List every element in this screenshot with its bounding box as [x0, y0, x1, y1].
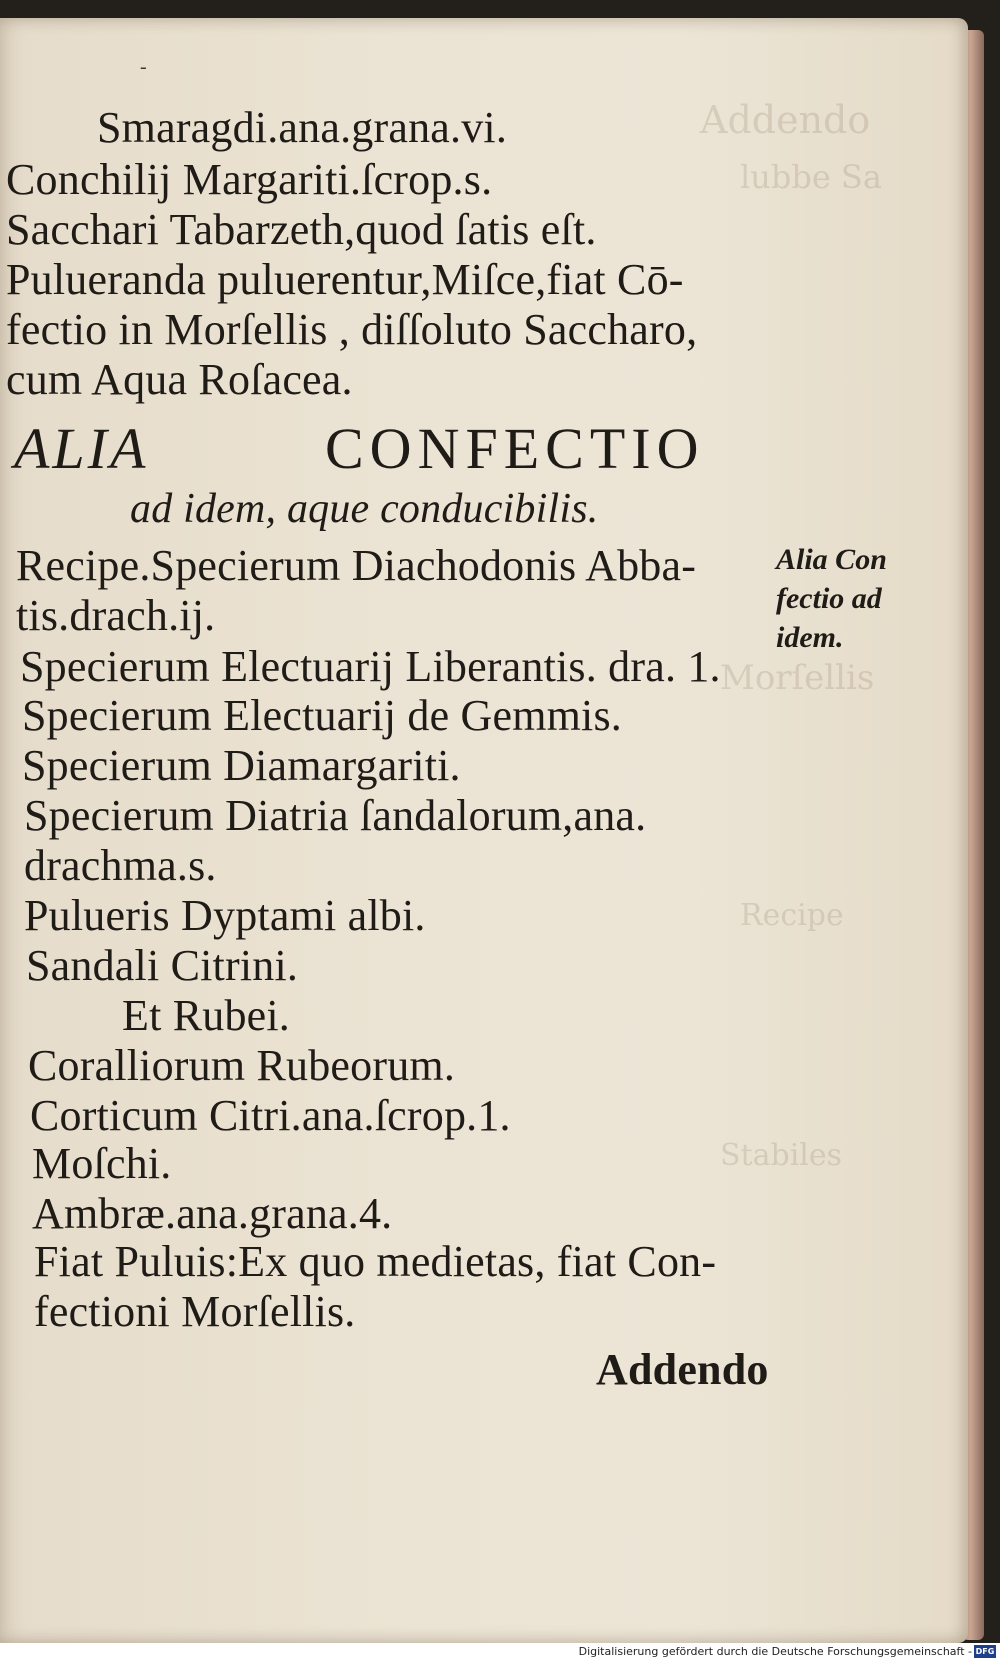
section-heading-confectio: CONFECTIO — [325, 416, 705, 481]
text-line: Pulueranda puluerentur,Miſce,fiat Cō- — [6, 255, 684, 304]
section-subheading: ad idem, aque conducibilis. — [130, 486, 599, 532]
text-line: Sandali Citrini. — [26, 941, 299, 990]
bleed-through-text: Morſellis — [720, 658, 875, 698]
bleed-through-text: Addendo — [700, 98, 871, 142]
text-line: fectio in Morſellis , diſſoluto Saccharo, — [6, 305, 698, 354]
marginal-note-line: Alia Con — [776, 543, 887, 576]
text-line: Fiat Puluis:Ex quo medietas, fiat Con- — [34, 1237, 717, 1286]
text-line: Smaragdi.ana.grana.vi. — [97, 103, 508, 152]
text-line: Pulueris Dyptami albi. — [24, 891, 426, 940]
text-line: tis.drach.ij. — [16, 591, 216, 640]
text-line: Conchilij Margariti.ſcrop.s. — [6, 155, 493, 204]
section-heading-alia: ALIA — [14, 416, 149, 481]
footer-credit: Digitalisierung gefördert durch die Deutsche Forschungsgemeinschaft - — [578, 1645, 972, 1658]
dfg-logo: DFG — [975, 1647, 995, 1656]
text-line: Ambræ.ana.grana.4. — [32, 1189, 393, 1238]
text-line: Specierum Diatria ſandalorum,ana. — [24, 791, 647, 840]
marginal-note-line: idem. — [776, 621, 844, 654]
text-line: drachma.s. — [24, 841, 217, 890]
text-line: Et Rubei. — [122, 991, 291, 1040]
marginal-note-line: fectio ad — [776, 582, 882, 615]
bleed-through-text: lubbe Sa — [740, 158, 882, 196]
text-line: Recipe.Specierum Diachodonis Abba- — [16, 541, 697, 590]
bleed-through-text: Recipe — [740, 898, 844, 933]
text-line: Specierum Electuarij de Gemmis. — [22, 691, 623, 740]
text-line: Sacchari Tabarzeth,quod ſatis eſt. — [6, 205, 597, 254]
text-line: Coralliorum Rubeorum. — [28, 1041, 456, 1090]
book-page — [0, 18, 968, 1643]
text-line: Corticum Citri.ana.ſcrop.1. — [30, 1091, 511, 1140]
bleed-through-text: Stabiles — [720, 1138, 843, 1173]
page-mark: - — [140, 56, 147, 78]
text-line: fectioni Morſellis. — [34, 1287, 356, 1336]
text-line: cum Aqua Roſacea. — [6, 355, 353, 404]
text-line: Specierum Electuarij Liberantis. dra. 1. — [20, 642, 721, 691]
text-line: Specierum Diamargariti. — [22, 741, 461, 790]
catchword: Addendo — [596, 1345, 769, 1394]
text-line: Moſchi. — [32, 1139, 172, 1188]
